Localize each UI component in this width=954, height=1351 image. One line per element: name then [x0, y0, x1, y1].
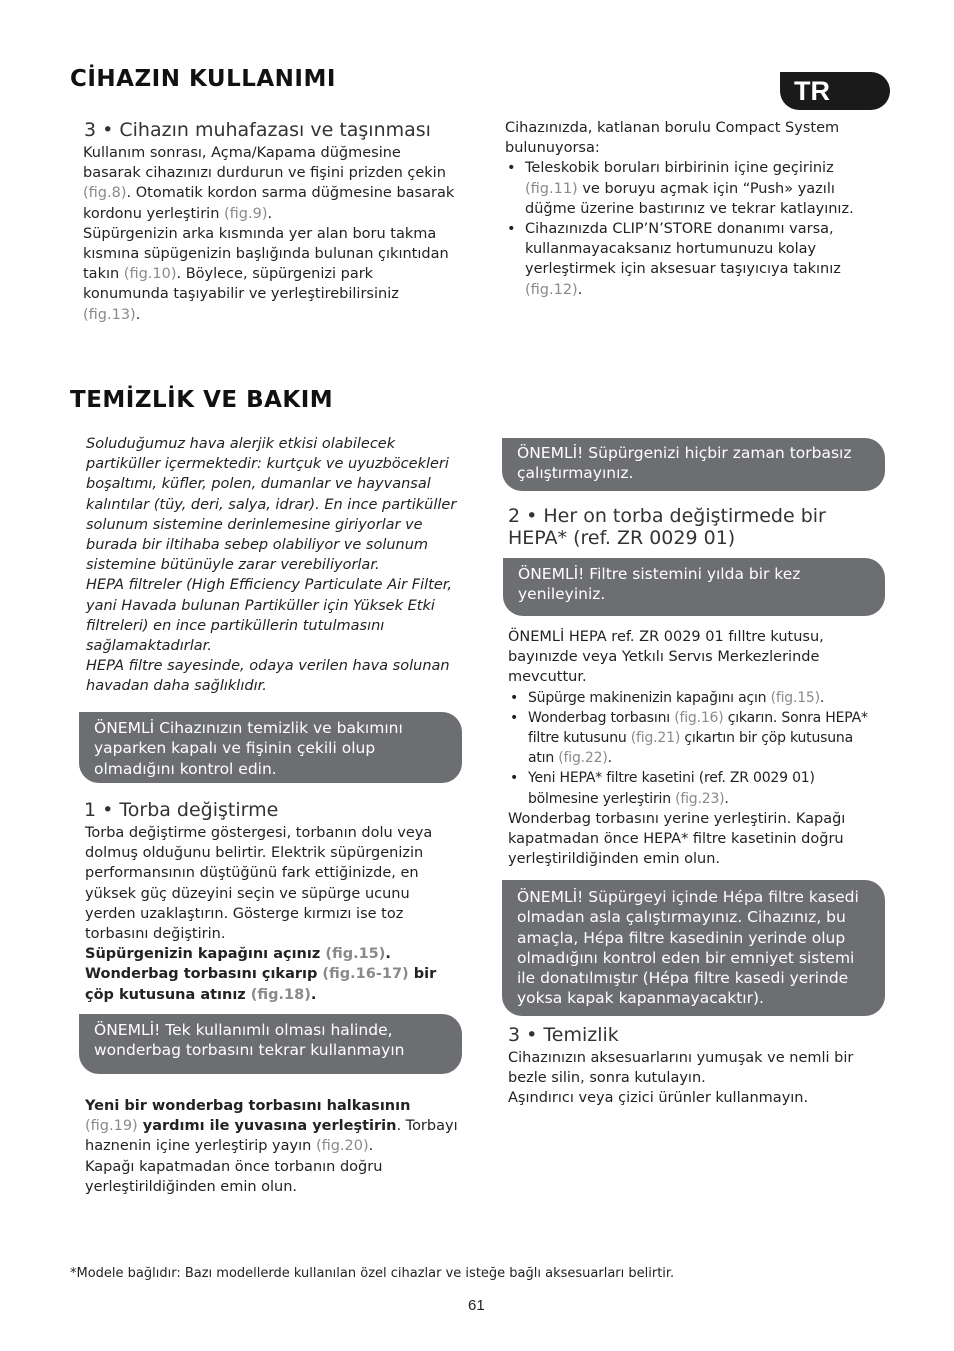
list-item: • Süpürge makinenizin kapağını açın (fig.15). [508, 688, 873, 708]
list-item: • Yeni HEPA* filtre kasetini (ref. ZR 0029 01) bölmesine yerleştirin (fig.23). [508, 768, 873, 808]
subtitle-storage: 3 • Cihazın muhafazası ve taşınması [84, 119, 431, 141]
language-badge: TR [780, 72, 890, 110]
page-number: 61 [468, 1297, 485, 1314]
subtitle-cleaning: 3 • Temizlik [508, 1024, 619, 1046]
fig-ref: (fig.19) [85, 1118, 138, 1135]
list-item: • Wonderbag torbasını (fig.16) çıkarın. Sonra HEPA* filtre kutusunu (fig.21) çıkartın bir çöp kutusuna atın (fig.22). [508, 708, 873, 769]
fig-ref: (fig.15) [770, 689, 820, 706]
list-item: • Cihazınızda CLIP’N’STORE donanımı varsa, kullanmayacaksanız hortumunuzu kolay yerleştirmek için aksesuar taşıyıcıya takınız (fig.12). [505, 219, 865, 300]
warning-box-unplug: ÖNEMLİ Cihazınızın temizlik ve bakımını yaparken kapalı ve fişinin çekili olup olmadığını kontrol edin. [79, 712, 462, 783]
list-item: • Teleskobik boruları birbirinin içine geçiriniz (fig.11) ve boruyu açmak için “Push» yazılı düğme üzerine bastırınız ve tekrar katlayınız. [505, 158, 865, 219]
new-bag-text: Yeni bir wonderbag torbasını halkasının (fig.19) yardımı ile yuvasına yerleştirin. Torbayı haznenin içine yerleştirip yayın (fig.20). Kapağı kapatmadan önce torbanın doğru yerleştirildiğinden emin olun. [85, 1098, 458, 1195]
fig-ref: (fig.11) [525, 180, 578, 197]
fig-ref: (fig.9) [224, 205, 268, 222]
allergy-intro-text: Soluduğumuz hava alerjik etkisi olabilecek partiküller içermektedir: kurtçuk ve uyuzböcekleri boşaltımı, küfler, polen, dumanlar ve hayvansal kalıntılar (tüy, deri, salya, idrar). En ince partiküller solunum sistemine derinlemesine giriyorlar ve burada bir iltihaba sebep olabiliyor ve solunum sistemine bütünüyle zarar verebiliyorlar. HEPA filtreler (High Efficiency Particulate Air Filter, yani Havada bulunan Partiküller için Yüksek Etki filtreleri) en ince partiküllerin tutulmasını sağlamaktadırlar. HEPA filtre sayesinde, odaya verilen hava solunan havadan daha sağlıklıdır. [86, 436, 457, 695]
warning-box-no-reuse: ÖNEMLİ! Tek kullanımlı olması halinde, wonderbag torbasını tekrar kullanmayın [79, 1014, 462, 1074]
fig-ref: (fig.13) [83, 306, 136, 323]
fig-ref: (fig.18) [250, 986, 311, 1003]
fig-ref: (fig.23) [675, 790, 725, 807]
warning-box-filter-yearly: ÖNEMLİ! Filtre sistemini yılda bir kez yenileyiniz. [503, 558, 885, 616]
bag-change-text: Torba değiştirme göstergesi, torbanın dolu veya dolmuş olduğunu belirtir. Elektrik süpürgenizin performansının düştüğünü fark ettiğinizde, en yüksek güç düzeyini seçin ve süpürge ucunu yerden uzaklaştırın. Gösterge kırmızı ise toz torbasını değiştirin. Süpürgenizin kapağını açınız (fig.15). Wonderbag torbasını çıkarıp (fig.16-17) bir çöp kutusuna atınız (fig.18). [85, 825, 437, 1003]
section-title-usage: CİHAZIN KULLANIMI [70, 66, 336, 92]
fig-ref: (fig.20) [315, 1138, 369, 1155]
fig-ref: (fig.16-17) [322, 966, 409, 983]
compact-system-text: Cihazınızda, katlanan borulu Compact System bulunuyorsa: • Teleskobik boruları birbirinin içine geçiriniz (fig.11) ve boruyu açmak için “Push» yazılı düğme üzerine bastırınız ve tekrar katlayınız. • Cihazınızda CLIP’N’STORE donanımı varsa, kullanmayacaksanız hortumunuzu kolay yerleştirmek için aksesuar taşıyıcıya takınız (fig.12). [505, 118, 865, 300]
fig-ref: (fig.10) [123, 266, 177, 283]
fig-ref: (fig.16) [674, 709, 724, 726]
fig-ref: (fig.22) [558, 750, 608, 767]
fig-ref: (fig.21) [630, 730, 681, 747]
fig-ref: (fig.12) [525, 281, 578, 298]
footnote: *Modele bağlıdır: Bazı modellerde kullanılan özel cihazlar ve isteğe bağlı aksesuarları belirtir. [70, 1266, 675, 1281]
warning-box-no-bagless: ÖNEMLİ! Süpürgenizi hiçbir zaman torbasız çalıştırmayınız. [502, 438, 885, 491]
subtitle-bag-change: 1 • Torba değiştirme [84, 799, 279, 821]
subtitle-hepa: 2 • Her on torba değiştirmede bir HEPA* (ref. ZR 0029 01) [508, 505, 826, 549]
cleaning-text: Cihazınızın aksesuarlarını yumuşak ve nemli bir bezle silin, sonra kutulayın. Aşındırıcı veya çizici ürünler kullanmayın. [508, 1050, 854, 1107]
fig-ref: (fig.15) [325, 946, 386, 963]
storage-text: Kullanım sonrası, Açma/Kapama düğmesine basarak cihazınızı durdurun ve fişini prizden çekin (fig.8). Otomatik kordon sarma düğmesine basarak kordonu yerleştirin (fig.9). Süpürgenizin arka kısmında yer alan boru takma kısmına süpügenizin başlığında bulunan çıkıntıdan takın (fig.10). Böylece, süpürgenizi park konumunda taşıyabilir ve yerleştirebilirsiniz (fig.13). [83, 145, 455, 323]
warning-box-hepa-required: ÖNEMLİ! Süpürgeyi içinde Hépa filtre kasedi olmadan asla çalıştırmayınız. Cihazınız, bu amaçla, Hépa filtre kasedinin yerinde olup olmadığını kontrol eden bir emniyet sistemi ile donatılmıştır (Hépa filtre kasedi yerinde yoksa kapak kapanmayacaktır). [502, 880, 885, 1016]
hepa-text: ÖNEMLİ HEPA ref. ZR 0029 01 fılltre kutusu, bayınızde veya Yetkılı Servıs Merkezlerinde mevcuttur. • Süpürge makinenizin kapağını açın (fig.15). • Wonderbag torbasını (fig.16) çıkarın. Sonra HEPA* filtre kutusunu (fig.21) çıkartın bir çöp kutusuna atın (fig.22). • Yeni HEPA* filtre kasetini (ref. ZR 0029 01) bölmesine yerleştirin (fig.23). Wonderbag torbasını yerine yerleştirin. Kapağı kapatmadan önce HEPA* filtre kasetinin doğru yerleştirildiğinden emin olun. [508, 627, 873, 869]
section-title-cleaning: TEMİZLİK VE BAKIM [70, 387, 334, 413]
fig-ref: (fig.8) [83, 185, 127, 202]
